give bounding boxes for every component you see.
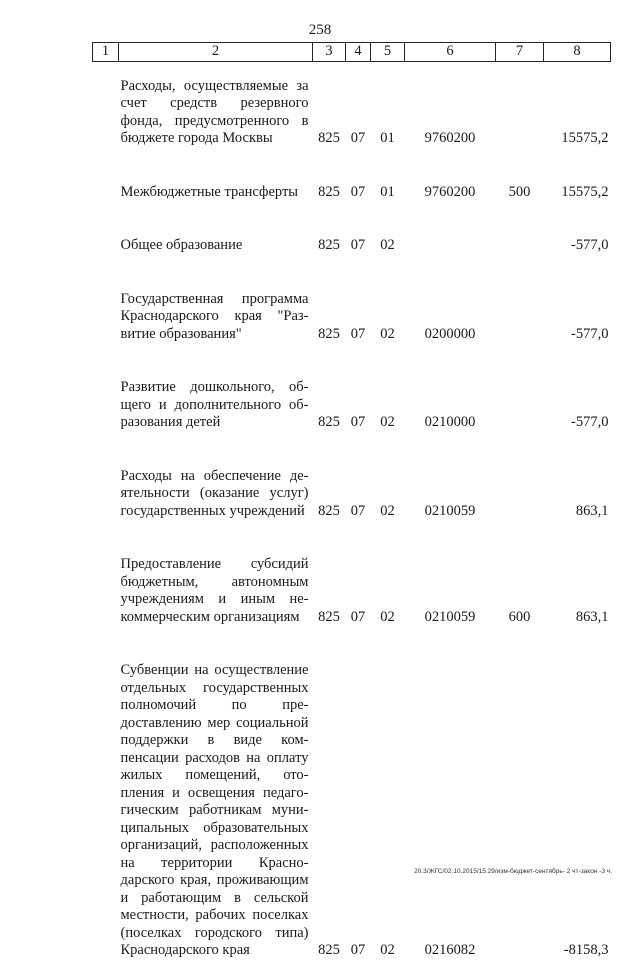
table-row xyxy=(93,556,611,626)
cell-c4: 07 xyxy=(350,237,366,253)
cell-c7 xyxy=(496,468,544,521)
cell-amount: -577,0 xyxy=(571,325,609,342)
cell-c3: 825 xyxy=(318,414,340,430)
cell-c7 xyxy=(496,78,544,148)
cell-c3: 825 xyxy=(318,608,340,625)
row-name: Общее образование xyxy=(120,237,243,253)
table-row xyxy=(93,468,611,521)
table-row xyxy=(93,184,611,202)
row-name: Субвенции на осуществление отдельных государственных полномочий по предоставлению мер социальной поддержки в виде компенсации расходов на оплату жилых помещений, отопления и освещения педагогическим работникам муниципальных образовательных организаций, расположенных на территории Краснодарского края, проживающим и работающим в сельской местности, рабочих поселках (поселках городского типа) Краснодарского края xyxy=(120,662,309,958)
column-header: 1 xyxy=(93,43,119,62)
cell-c6: 0210059 xyxy=(424,502,476,519)
cell-amount: 15575,2 xyxy=(561,183,609,200)
row-name: Развитие дошкольного, общего и дополнительного образования детей xyxy=(120,379,309,430)
budget-table xyxy=(92,42,611,960)
cell-c3: 825 xyxy=(318,237,340,253)
column-number-header xyxy=(93,43,611,62)
table-row xyxy=(93,78,611,148)
cell-c5: 01 xyxy=(380,130,395,146)
cell-c7: 500 xyxy=(508,183,531,200)
cell-c4: 07 xyxy=(350,608,366,625)
row-name: Межбюджетные трансферты xyxy=(120,183,299,200)
cell-c3: 825 xyxy=(318,325,340,342)
table-row xyxy=(93,662,611,960)
cell-c3: 825 xyxy=(318,942,340,958)
cell-c6: 0210059 xyxy=(424,608,476,625)
cell-c6: 0200000 xyxy=(424,325,476,342)
column-header: 6 xyxy=(405,43,496,62)
cell-c7 xyxy=(496,237,544,255)
cell-c7: 600 xyxy=(508,608,531,625)
cell-c6 xyxy=(405,237,496,255)
column-header: 8 xyxy=(544,43,611,62)
column-header: 3 xyxy=(313,43,346,62)
cell-c5: 01 xyxy=(380,183,395,200)
cell-c6: 0216082 xyxy=(424,942,476,958)
cell-c3: 825 xyxy=(318,183,340,200)
column-header: 2 xyxy=(119,43,313,62)
cell-c5: 02 xyxy=(380,608,395,625)
cell-c3: 825 xyxy=(318,502,340,519)
table-row xyxy=(93,379,611,432)
cell-c5: 02 xyxy=(380,502,395,519)
row-name: Расходы на обеспечение деятельности (оказание услуг) государственных учреждений xyxy=(120,467,309,519)
column-header: 7 xyxy=(496,43,544,62)
cell-amount: 863,1 xyxy=(575,502,609,519)
cell-amount: 863,1 xyxy=(575,608,609,625)
row-name: Предоставление субсидий бюджетным, автономным учреждениям и иным некоммерческим организациям xyxy=(120,556,309,625)
table-row xyxy=(93,291,611,344)
column-header: 4 xyxy=(346,43,371,62)
row-name: Расходы, осуществляемые за счет средств резервного фонда, предусмотренного в бюджете города Москвы xyxy=(120,77,309,146)
cell-c5: 02 xyxy=(380,942,395,958)
cell-c7 xyxy=(496,291,544,344)
cell-c6: 0210000 xyxy=(424,414,476,430)
cell-amount: -577,0 xyxy=(571,237,609,253)
cell-amount: -577,0 xyxy=(571,414,609,430)
column-header: 5 xyxy=(371,43,405,62)
table-row xyxy=(93,237,611,255)
document-footer: 20.3/ЖГС/02.10.2015/15:29/изм-бюджет-сентябрь- 2 чт-закон -3 ч. xyxy=(414,868,612,875)
cell-c3: 825 xyxy=(318,130,340,146)
cell-c4: 07 xyxy=(350,502,366,519)
cell-c5: 02 xyxy=(380,414,395,430)
cell-c6: 9760200 xyxy=(424,183,476,200)
cell-c6: 9760200 xyxy=(424,130,476,146)
row-name: Государственная программа Краснодарского края "Развитие образования" xyxy=(120,290,309,342)
cell-c4: 07 xyxy=(350,414,366,430)
cell-amount: -8158,3 xyxy=(563,942,609,958)
cell-amount: 15575,2 xyxy=(561,130,609,146)
cell-c4: 07 xyxy=(350,130,366,146)
cell-c4: 07 xyxy=(350,942,366,958)
cell-c7 xyxy=(496,662,544,960)
cell-c7 xyxy=(496,379,544,432)
cell-c4: 07 xyxy=(350,325,366,342)
cell-c5: 02 xyxy=(380,325,395,342)
page-number: 258 xyxy=(308,22,332,38)
cell-c4: 07 xyxy=(350,183,366,200)
cell-c5: 02 xyxy=(380,237,395,253)
